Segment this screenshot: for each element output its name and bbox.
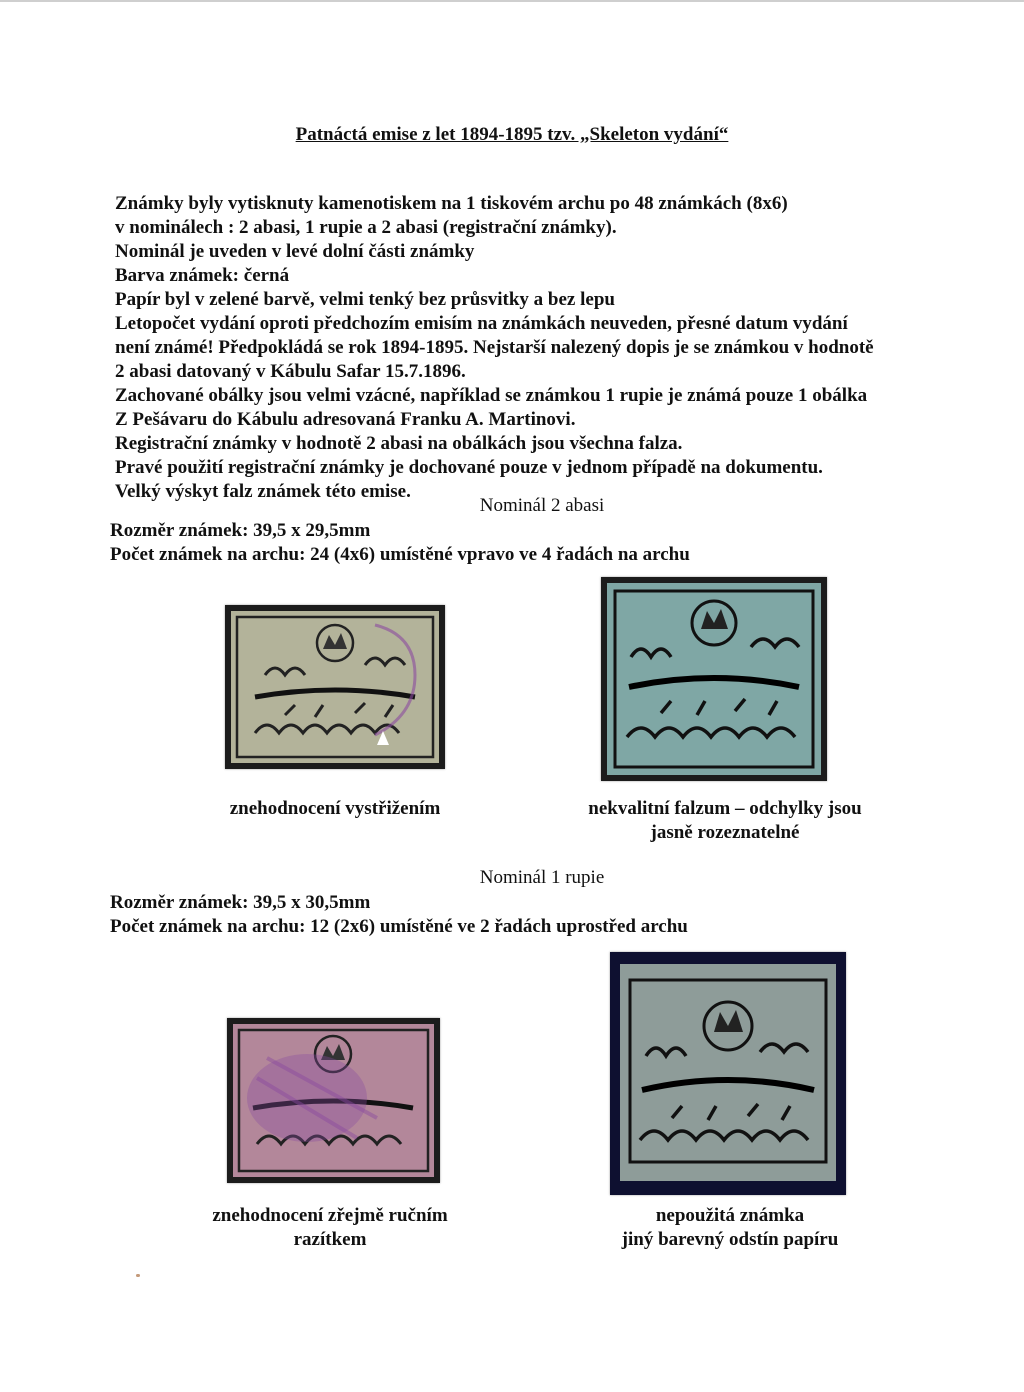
caption-text: razítkem	[293, 1229, 367, 1250]
caption-stamp-1	[200, 797, 470, 821]
intro-line: Z Pešávaru do Kábulu adresovaná Franku A. Martinovi.	[115, 409, 576, 430]
intro-line: Registrační známky v hodnotě 2 abasi na obálkách jsou všechna falza.	[115, 433, 683, 454]
caption-stamp-3	[180, 1204, 480, 1252]
intro-line: 2 abasi datovaný v Kábulu Safar 15.7.1896.	[115, 361, 466, 382]
intro-line: Papír byl v zelené barvě, velmi tenký bez průsvitky a bez lepu	[115, 289, 615, 310]
stamp-2-abasi-forgery	[601, 577, 827, 781]
stamp-emblem-icon	[610, 952, 846, 1195]
stamp-emblem-icon	[601, 577, 827, 781]
stamp-size-text: Rozměr známek: 39,5 x 29,5mm	[110, 520, 371, 541]
stamp-emblem-icon	[225, 605, 445, 769]
caption-stamp-2	[560, 797, 890, 845]
page-title: Patnáctá emise z let 1894-1895 tzv. „Skeleton vydání“	[295, 124, 729, 145]
intro-line: Nominál je uveden v levé dolní části známky	[115, 241, 475, 262]
section-heading-2-abasi: Nominál 2 abasi	[479, 495, 605, 516]
caption-text: jiný barevný odstín papíru	[621, 1229, 839, 1250]
intro-line: Známky byly vytisknuty kamenotiskem na 1 tiskovém archu po 48 známkách (8x6)	[115, 193, 788, 214]
intro-paragraph	[115, 192, 995, 504]
section1-spec	[110, 519, 990, 567]
section2-spec	[110, 891, 990, 939]
intro-line: Letopočet vydání oproti předchozím emisím na známkách neuveden, přesné datum vydání	[115, 313, 848, 334]
caption-text: jasně rozeznatelné	[650, 822, 800, 843]
intro-line: Velký výskyt falz známek této emise.	[115, 481, 411, 502]
intro-line: v nominálech : 2 abasi, 1 rupie a 2 abasi (registrační známky).	[115, 217, 617, 238]
stamp-2-abasi-cut-cancel	[225, 605, 445, 769]
caption-text: nepoužitá známka	[655, 1205, 805, 1226]
section-heading-1-rupie: Nominál 1 rupie	[479, 867, 605, 888]
intro-line: Pravé použití registrační známky je dochované pouze v jednom případě na dokumentu.	[115, 457, 823, 478]
top-rule	[0, 0, 1024, 2]
stamp-count-text: Počet známek na archu: 12 (2x6) umístěné ve 2 řadách uprostřed archu	[110, 916, 688, 937]
paper-speck	[136, 1274, 140, 1277]
caption-stamp-4	[580, 1204, 880, 1252]
intro-line: Barva známek: černá	[115, 265, 290, 286]
caption-text: znehodnocení vystřižením	[229, 798, 441, 819]
stamp-emblem-icon	[227, 1018, 440, 1183]
stamp-count-text: Počet známek na archu: 24 (4x6) umístěné vpravo ve 4 řadách na archu	[110, 544, 690, 565]
intro-line: není známé! Předpokládá se rok 1894-1895. Nejstarší nalezený dopis je se známkou v hodnotě	[115, 337, 874, 358]
stamp-1-rupie-handstamp-cancel	[227, 1018, 440, 1183]
caption-text: znehodnocení zřejmě ručním	[212, 1205, 448, 1226]
stamp-size-text: Rozměr známek: 39,5 x 30,5mm	[110, 892, 371, 913]
intro-line: Zachované obálky jsou velmi vzácné, například se známkou 1 rupie je známá pouze 1 obálka	[115, 385, 868, 406]
caption-text: nekvalitní falzum – odchylky jsou	[588, 798, 862, 819]
stamp-1-rupie-unused	[610, 952, 846, 1195]
